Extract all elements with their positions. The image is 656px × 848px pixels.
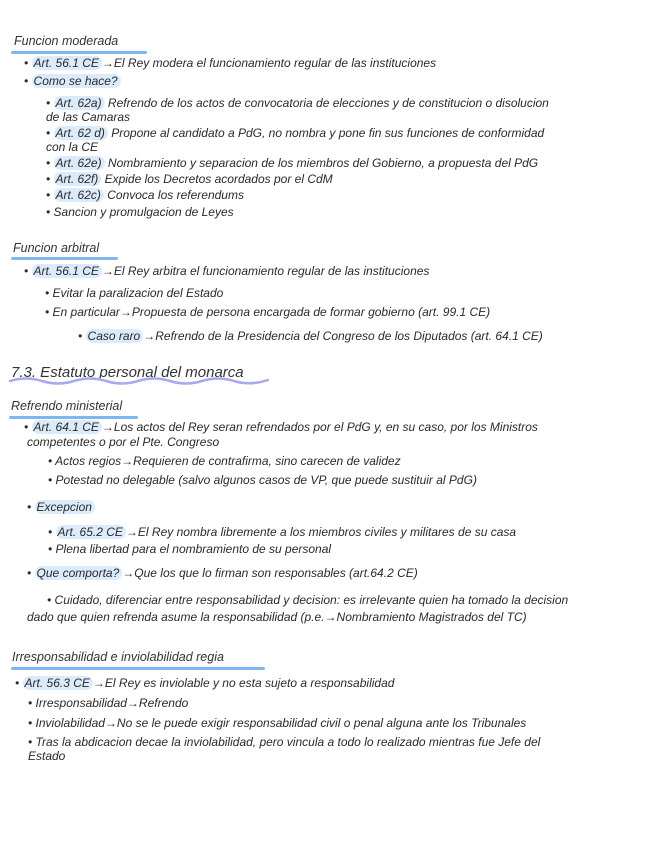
highlight: Caso raro — [86, 329, 144, 343]
item-text: Inviolabilidad→No se le puede exigir responsabilidad civil o penal alguna ante los Tribunales — [35, 716, 527, 730]
list-item — [48, 542, 331, 557]
heading-funcion-arbitral: Funcion arbitral — [13, 241, 100, 255]
item-text: Actos regios→Requieren de contrafirma, sino carecen de validez — [55, 454, 401, 468]
item-continuation: de las Camaras — [46, 110, 131, 124]
list-item — [24, 74, 121, 89]
bullet: • — [27, 500, 35, 514]
bullet: • — [24, 56, 32, 70]
heading-irresponsabilidad: Irresponsabilidad e inviolabilidad regia — [12, 650, 224, 664]
item-text: En particular→Propuesta de persona encargada de formar gobierno (art. 99.1 CE) — [52, 305, 491, 319]
item-text: →El Rey es inviolable y no esta sujeto a responsabilidad — [92, 676, 395, 690]
bullet: • — [48, 454, 56, 468]
list-item — [48, 454, 401, 469]
list-item — [24, 56, 436, 71]
item-text: Expide los Decretos acordados por el CdM — [101, 172, 333, 186]
bullet: • — [24, 420, 32, 434]
bullet: • — [45, 286, 53, 300]
item-continuation: con la CE — [46, 140, 99, 154]
item-text: →El Rey nombra libremente a los miembros civiles y militares de su casa — [125, 525, 517, 539]
item-continuation: dado que quien refrenda asume la responsabilidad (p.e.→Nombramiento Magistrados del TC) — [27, 610, 527, 624]
item-text: →Que los que lo firman son responsables (art.64.2 CE) — [122, 566, 418, 580]
heading-funcion-moderada: Funcion moderada — [14, 34, 119, 48]
list-item — [27, 500, 95, 515]
bullet: • — [48, 525, 56, 539]
list-item — [47, 593, 568, 608]
heading-refrendo-ministerial: Refrendo ministerial — [11, 399, 123, 413]
bullet: • — [24, 74, 32, 88]
article-highlight: Art. 62c) — [54, 188, 104, 202]
bullet: • — [28, 696, 36, 710]
article-highlight: Art. 56.1 CE — [32, 264, 102, 278]
bullet: • — [47, 593, 55, 607]
item-text: →El Rey arbitra el funcionamiento regular de las instituciones — [101, 264, 430, 278]
list-item — [46, 156, 538, 171]
heading-underline — [11, 51, 147, 54]
article-highlight: Art. 65.2 CE — [56, 525, 126, 539]
bullet: • — [48, 473, 56, 487]
item-continuation: Estado — [28, 749, 66, 763]
item-text: Refrendo de los actos de convocatoria de elecciones y de constitucion o disolucion — [104, 96, 549, 110]
bullet: • — [78, 329, 86, 343]
bullet: • — [15, 676, 23, 690]
wavy-underline — [8, 376, 272, 386]
item-text: →El Rey modera el funcionamiento regular de las instituciones — [101, 56, 437, 70]
list-item — [15, 676, 394, 691]
list-item — [24, 264, 429, 279]
item-text: Sancion y promulgacion de Leyes — [53, 205, 234, 219]
bullet: • — [46, 156, 54, 170]
list-item — [48, 473, 477, 488]
item-text: Evitar la paralizacion del Estado — [52, 286, 224, 300]
bullet: • — [46, 205, 54, 219]
bullet: • — [46, 96, 54, 110]
bullet: • — [48, 542, 56, 556]
heading-underline — [11, 667, 265, 670]
article-highlight: Art. 56.3 CE — [23, 676, 93, 690]
item-text: Nombramiento y separacion de los miembros del Gobierno, a propuesta del PdG — [104, 156, 539, 170]
item-text: Plena libertad para el nombramiento de su personal — [55, 542, 332, 556]
item-text: →Refrendo de la Presidencia del Congreso de los Diputados (art. 64.1 CE) — [143, 329, 543, 343]
highlight: Que comporta? — [35, 566, 123, 580]
item-text: Cuidado, diferenciar entre responsabilidad y decision: es irrelevante quien ha tomado la decision — [54, 593, 569, 607]
bullet: • — [24, 264, 32, 278]
item-text: →Los actos del Rey seran refrendados por el PdG y, en su caso, por los Ministros — [101, 420, 538, 434]
item-text: Propone al candidato a PdG, no nombra y pone fin sus funciones de conformidad — [107, 126, 545, 140]
article-highlight: Art. 62 d) — [54, 126, 108, 140]
list-item — [24, 420, 538, 435]
item-text: Potestad no delegable (salvo algunos casos de VP, que puede sustituir al PdG) — [55, 473, 477, 487]
list-item — [46, 96, 549, 111]
list-item — [46, 126, 544, 141]
heading-underline — [11, 257, 118, 260]
article-highlight: Art. 62a) — [54, 96, 105, 110]
bullet: • — [46, 172, 54, 186]
article-highlight: Art. 64.1 CE — [32, 420, 102, 434]
item-text: Irresponsabilidad→Refrendo — [35, 696, 189, 710]
bullet: • — [46, 126, 54, 140]
section-title: 7.3. Estatuto personal del monarca — [11, 364, 244, 381]
bullet: • — [28, 716, 36, 730]
list-item — [45, 305, 490, 320]
list-item — [28, 735, 540, 750]
bullet: • — [27, 566, 35, 580]
list-item — [45, 286, 223, 301]
highlight: Excepcion — [35, 500, 95, 514]
item-continuation: competentes o por el Pte. Congreso — [27, 435, 220, 449]
list-item — [78, 329, 543, 344]
highlight: Como se hace? — [32, 74, 121, 88]
article-highlight: Art. 56.1 CE — [32, 56, 102, 70]
list-item — [28, 716, 526, 731]
article-highlight: Art. 62e) — [54, 156, 105, 170]
bullet: • — [28, 735, 36, 749]
list-item — [27, 566, 418, 581]
item-text: Convoca los referendums — [103, 188, 244, 202]
item-text: Tras la abdicacion decae la inviolabilidad, pero vincula a todo lo realizado mientras fue Jefe del — [35, 735, 541, 749]
heading-underline — [9, 416, 138, 419]
bullet: • — [45, 305, 53, 319]
list-item — [46, 205, 234, 220]
article-highlight: Art. 62f) — [54, 172, 102, 186]
list-item — [28, 696, 188, 711]
bullet: • — [46, 188, 54, 202]
list-item — [46, 172, 333, 187]
list-item — [48, 525, 516, 540]
list-item — [46, 188, 244, 203]
